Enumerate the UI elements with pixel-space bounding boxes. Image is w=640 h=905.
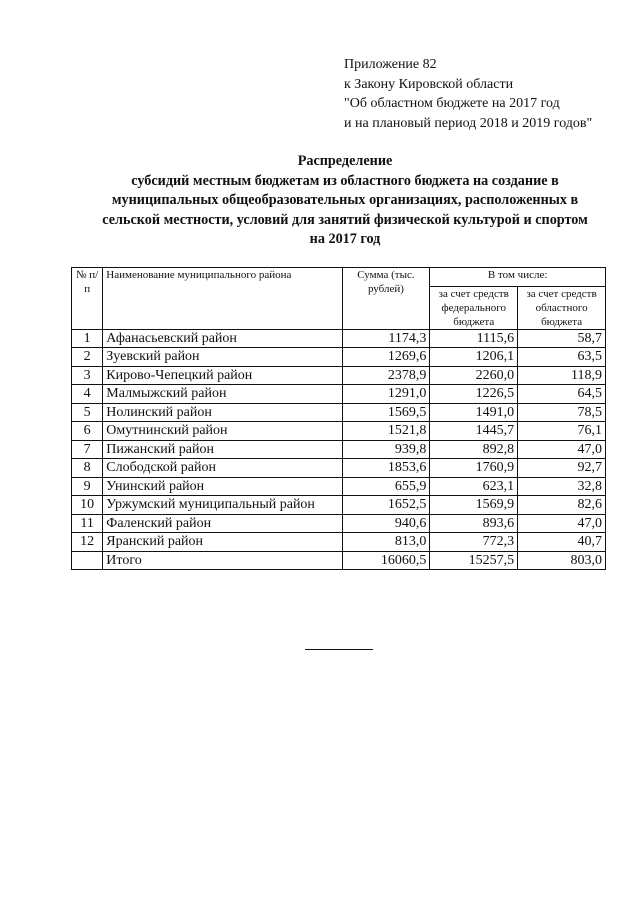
row-federal: 1115,6 — [430, 329, 518, 348]
row-federal: 892,8 — [430, 440, 518, 459]
table-row — [72, 496, 606, 515]
row-federal: 1760,9 — [430, 459, 518, 478]
row-regional: 92,7 — [518, 459, 606, 478]
table-row — [72, 366, 606, 385]
row-sum: 939,8 — [342, 440, 430, 459]
header-regional-budget: за счет средств областного бюджета — [518, 286, 606, 329]
district-name: Фаленский район — [103, 514, 342, 533]
row-sum: 1569,5 — [342, 403, 430, 422]
row-number: 9 — [72, 477, 103, 496]
title-line-4: на 2017 год — [309, 231, 381, 247]
district-name: Нолинский район — [103, 403, 342, 422]
row-federal: 623,1 — [430, 477, 518, 496]
row-regional: 118,9 — [518, 366, 606, 385]
row-federal: 893,6 — [430, 514, 518, 533]
row-sum: 655,9 — [342, 477, 430, 496]
row-sum: 1521,8 — [342, 422, 430, 441]
row-number: 7 — [72, 440, 103, 459]
row-sum: 940,6 — [342, 514, 430, 533]
row-regional: 63,5 — [518, 348, 606, 367]
title-line-1: субсидий местным бюджетам из областного бюджета на создание в — [131, 172, 559, 189]
title-heading: Распределение — [297, 153, 393, 169]
district-name: Зуевский район — [103, 348, 342, 367]
district-name: Слободской район — [103, 459, 342, 478]
district-name: Омутнинский район — [103, 422, 342, 441]
row-number: 4 — [72, 385, 103, 404]
row-regional: 47,0 — [518, 514, 606, 533]
appendix-line-4: и на плановый период 2018 и 2019 годов" — [344, 115, 593, 131]
total-sum: 16060,5 — [342, 551, 430, 570]
header-district-name: Наименование муниципального района — [103, 268, 342, 330]
district-name: Унинский район — [103, 477, 342, 496]
row-number: 12 — [72, 533, 103, 552]
row-regional: 40,7 — [518, 533, 606, 552]
appendix-note — [344, 55, 592, 133]
table-row — [72, 459, 606, 478]
row-number: 11 — [72, 514, 103, 533]
table-row — [72, 477, 606, 496]
table-row — [72, 440, 606, 459]
table-row — [72, 385, 606, 404]
document-title — [52, 152, 638, 250]
title-line-2: муниципальных общеобразовательных организациях, расположенных в — [111, 192, 579, 208]
table-header — [72, 268, 606, 330]
district-name: Афанасьевский район — [103, 329, 342, 348]
row-federal: 1491,0 — [430, 403, 518, 422]
total-label: Итого — [103, 551, 342, 570]
table-row — [72, 329, 606, 348]
row-number: 6 — [72, 422, 103, 441]
table-body — [72, 329, 606, 551]
closing-rule — [305, 649, 373, 650]
total-number-cell — [72, 551, 103, 570]
subsidy-distribution-table — [71, 267, 606, 570]
row-regional: 47,0 — [518, 440, 606, 459]
row-number: 5 — [72, 403, 103, 422]
row-sum: 813,0 — [342, 533, 430, 552]
row-number: 3 — [72, 366, 103, 385]
total-row — [72, 551, 606, 570]
district-name: Кирово-Чепецкий район — [103, 366, 342, 385]
row-regional: 64,5 — [518, 385, 606, 404]
table-row — [72, 533, 606, 552]
appendix-line-3: "Об областном бюджете на 2017 год — [344, 96, 560, 111]
header-sum: Сумма (тыс. рублей) — [342, 268, 430, 330]
total-regional: 803,0 — [518, 551, 606, 570]
row-federal: 1445,7 — [430, 422, 518, 441]
row-sum: 1291,0 — [342, 385, 430, 404]
header-including: В том числе: — [430, 268, 606, 287]
table-footer — [72, 551, 606, 570]
appendix-line-1: Приложение 82 — [344, 57, 437, 72]
row-sum: 2378,9 — [342, 366, 430, 385]
total-federal: 15257,5 — [430, 551, 518, 570]
header-federal-budget: за счет средств федерального бюджета — [430, 286, 518, 329]
row-number: 2 — [72, 348, 103, 367]
district-name: Пижанский район — [103, 440, 342, 459]
table-row — [72, 514, 606, 533]
district-name: Уржумский муниципальный район — [103, 496, 342, 515]
row-number: 1 — [72, 329, 103, 348]
row-sum: 1269,6 — [342, 348, 430, 367]
row-sum: 1652,5 — [342, 496, 430, 515]
row-regional: 76,1 — [518, 422, 606, 441]
row-regional: 78,5 — [518, 403, 606, 422]
row-regional: 58,7 — [518, 329, 606, 348]
row-federal: 2260,0 — [430, 366, 518, 385]
title-line-3: сельской местности, условий для занятий физической культурой и спортом — [102, 211, 588, 228]
district-name: Яранский район — [103, 533, 342, 552]
row-federal: 772,3 — [430, 533, 518, 552]
row-federal: 1206,1 — [430, 348, 518, 367]
row-regional: 82,6 — [518, 496, 606, 515]
table-row — [72, 422, 606, 441]
row-federal: 1569,9 — [430, 496, 518, 515]
header-number: № п/п — [72, 268, 103, 330]
table-row — [72, 348, 606, 367]
district-name: Малмыжский район — [103, 385, 342, 404]
row-regional: 32,8 — [518, 477, 606, 496]
row-federal: 1226,5 — [430, 385, 518, 404]
row-sum: 1853,6 — [342, 459, 430, 478]
appendix-line-2: к Закону Кировской области — [344, 76, 514, 92]
row-sum: 1174,3 — [342, 329, 430, 348]
table-row — [72, 403, 606, 422]
row-number: 8 — [72, 459, 103, 478]
row-number: 10 — [72, 496, 103, 515]
